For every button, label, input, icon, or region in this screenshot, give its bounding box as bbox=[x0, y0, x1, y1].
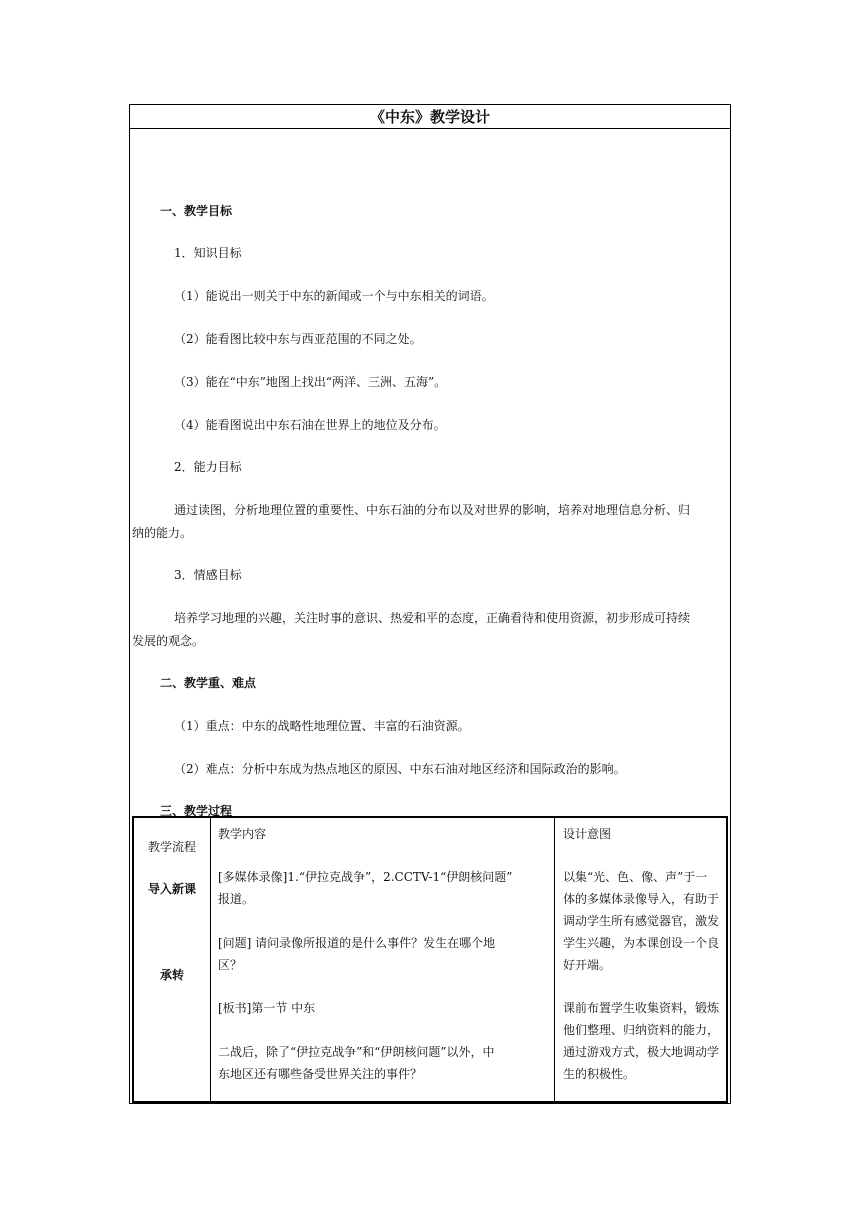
knowledge-item-3: （3）能在“中东”地图上找出“两洋、三洲、五海”。 bbox=[174, 375, 447, 389]
lesson-content bbox=[130, 129, 730, 819]
content-header: 教学内容 bbox=[218, 827, 267, 841]
teaching-process-table bbox=[132, 816, 728, 1103]
knowledge-item-2: （2）能看图比较中东与西亚范围的不同之处。 bbox=[174, 332, 422, 346]
intent-p1-line-1: 以集“光、色、像、声”于一 bbox=[563, 870, 708, 884]
knowledge-item-4: （4）能看图说出中东石油在世界上的地位及分布。 bbox=[174, 418, 446, 432]
content-column bbox=[211, 818, 555, 1101]
flow-header: 教学流程 bbox=[147, 840, 196, 854]
content-line-1: [多媒体录像]1.“伊拉克战争”，2.CCTV-1“伊朗核问题” bbox=[218, 870, 513, 884]
intent-p1-line-3: 调动学生所有感觉器官，激发 bbox=[563, 914, 720, 928]
content-line-2: 报道。 bbox=[218, 892, 255, 906]
intent-p1-line-5: 好开端。 bbox=[563, 958, 612, 972]
content-line-5: [板书]第一节 中东 bbox=[218, 1001, 316, 1015]
knowledge-heading: 1．知识目标 bbox=[174, 246, 242, 260]
ability-heading: 2．能力目标 bbox=[174, 460, 242, 474]
emotion-text-line1: 培养学习地理的兴趣，关注时事的意识、热爱和平的态度，正确看待和使用资源，初步形成可持续 bbox=[174, 611, 691, 625]
key-point: （1）重点：中东的战略性地理位置、丰富的石油资源。 bbox=[174, 719, 470, 733]
emotion-text-line2: 发展的观念。 bbox=[132, 634, 205, 648]
emotion-heading: 3．情感目标 bbox=[174, 568, 242, 582]
document-title: 《中东》教学设计 bbox=[130, 105, 730, 129]
flow-column bbox=[134, 818, 211, 1101]
ability-text-line2: 纳的能力。 bbox=[132, 526, 193, 540]
intent-p2-line-1: 课前布置学生收集资料，锻炼 bbox=[563, 1001, 720, 1015]
ability-text-line1: 通过读图，分析地理位置的重要性、中东石油的分布以及对世界的影响，培养对地理信息分析、归 bbox=[174, 503, 691, 517]
objectives-heading: 一、教学目标 bbox=[160, 204, 233, 218]
intent-p2-line-4: 生的积极性。 bbox=[563, 1067, 636, 1081]
intent-column bbox=[555, 818, 726, 1101]
intent-p2-line-2: 他们整理、归纳资料的能力， bbox=[563, 1023, 720, 1037]
flow-step-transition: 承转 bbox=[159, 968, 184, 982]
content-line-7: 东地区还有哪些备受世界关注的事件？ bbox=[218, 1067, 423, 1081]
difficult-point: （2）难点：分析中东成为热点地区的原因、中东石油对地区经济和国际政治的影响。 bbox=[174, 762, 626, 776]
content-line-3: [问题] 请问录像所报道的是什么事件？发生在哪个地 bbox=[218, 936, 496, 950]
intent-p2-line-3: 通过游戏方式，极大地调动学 bbox=[563, 1045, 720, 1059]
intent-p1-line-2: 体的多媒体录像导入，有助于 bbox=[563, 892, 720, 906]
knowledge-item-1: （1）能说出一则关于中东的新闻或一个与中东相关的词语。 bbox=[174, 289, 494, 303]
process-heading: 三、教学过程 bbox=[160, 804, 233, 818]
content-line-6: 二战后，除了“伊拉克战争”和“伊朗核问题”以外，中 bbox=[218, 1045, 495, 1059]
content-line-4: 区？ bbox=[218, 958, 243, 972]
key-points-heading: 二、教学重、难点 bbox=[160, 676, 257, 690]
flow-step-intro: 导入新课 bbox=[147, 882, 196, 896]
intent-header: 设计意图 bbox=[563, 827, 612, 841]
intent-p1-line-4: 学生兴趣，为本课创设一个良 bbox=[563, 936, 720, 950]
lesson-plan-frame bbox=[129, 104, 731, 1104]
